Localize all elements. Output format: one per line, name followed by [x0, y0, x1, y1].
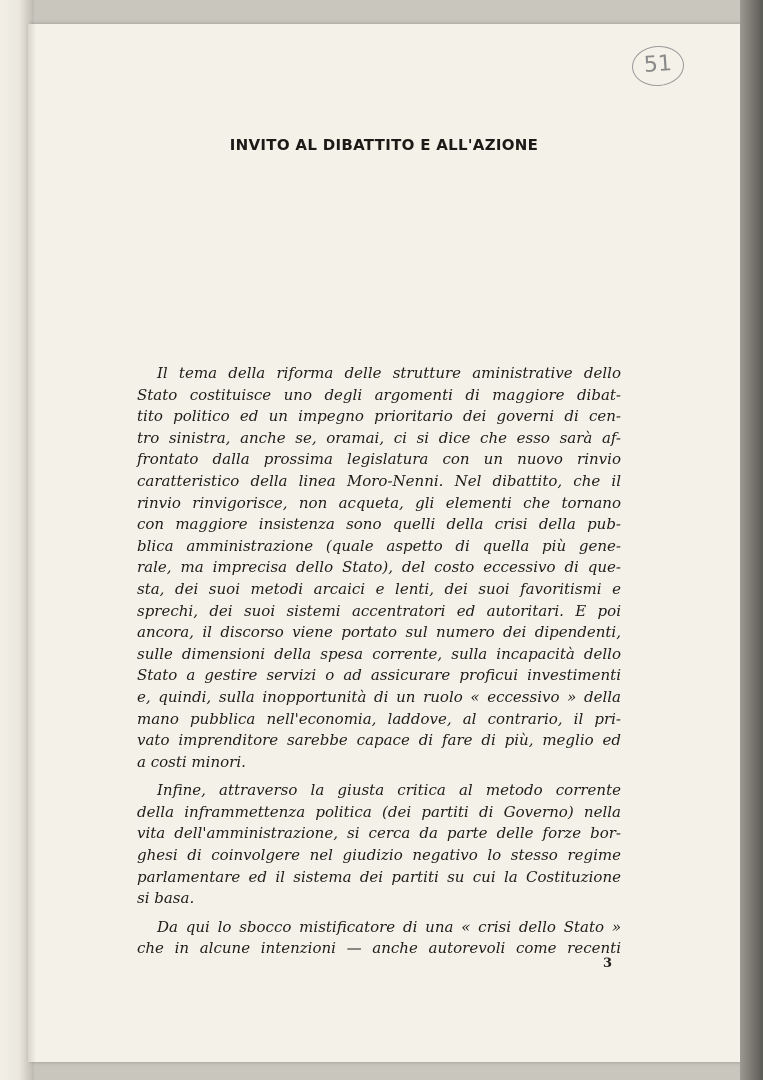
text-line: Da qui lo sbocco mistificatore di una « crisi dello Stato »: [157, 917, 621, 936]
body-text: [137, 363, 621, 967]
text-line: rinvio rinvigorisce, non acqueta, gli elementi che tornano: [137, 493, 621, 512]
text-line: con maggiore insistenza sono quelli della crisi della pub-: [137, 515, 621, 534]
text-line: blica amministrazione (quale aspetto di quella più gene-: [137, 536, 621, 555]
text-line: vita dell'amministrazione, si cerca da parte delle forze bor-: [137, 824, 621, 843]
text-line: Il tema della riforma delle strutture aministrative dello: [157, 364, 621, 382]
text-line: Infine, attraverso la giusta critica al metodo corrente: [157, 781, 621, 800]
text-line: Stato costituisce uno degli argomenti di maggiore dibat-: [137, 385, 621, 404]
text-line: sulle dimensioni della spesa corrente, sulla incapacità dello: [137, 644, 621, 663]
text-line: a costi minori.: [137, 752, 246, 771]
text-line: tito politico ed un impegno prioritario dei governi di cen-: [137, 407, 621, 426]
paragraph-3: [137, 917, 621, 960]
text-line: rale, ma imprecisa dello Stato), del costo eccessivo di que-: [137, 558, 621, 577]
text-line: e, quindi, sulla inopportunità di un ruolo « eccessivo » della: [137, 687, 621, 706]
text-line: si basa.: [137, 889, 195, 908]
page-title: INVITO AL DIBATTITO E ALL'AZIONE: [229, 136, 539, 154]
text-line: ancora, il discorso viene portato sul numero dei dipendenti,: [137, 623, 621, 642]
text-line: caratteristico della linea Moro-Nenni. Nel dibattito, che il: [137, 471, 621, 490]
archive-stamp: 51: [631, 44, 686, 88]
text-line: parlamentare ed il sistema dei partiti su cui la Costituzione: [137, 867, 621, 886]
document-page: [28, 24, 740, 1062]
text-line: sprechi, dei suoi sistemi accentratori ed autoritari. E poi: [137, 601, 621, 620]
text-line: della inframmettenza politica (dei partiti di Governo) nella: [137, 802, 621, 821]
paragraph-1: [137, 363, 621, 773]
page-spine-shadow: [28, 24, 36, 1062]
text-line: ghesi di coinvolgere nel giudizio negativo lo stesso regime: [137, 846, 621, 865]
text-line: tro sinistra, anche se, oramai, ci si dice che esso sarà af-: [137, 428, 621, 447]
paragraph-2: [137, 780, 621, 910]
text-line: vato imprenditore sarebbe capace di fare di più, meglio ed: [137, 731, 621, 750]
text-line: Stato a gestire servizi o ad assicurare proficui investimenti: [137, 666, 621, 685]
text-line: mano pubblica nell'economia, laddove, al contrario, il pri-: [137, 709, 621, 728]
text-line: frontato dalla prossima legislatura con un nuovo rinvio: [137, 450, 621, 469]
scan-background-edge: [740, 0, 763, 1080]
text-line: sta, dei suoi metodi arcaici e lenti, dei suoi favoritismi e: [137, 579, 621, 598]
page-number: 3: [603, 956, 613, 971]
text-line: che in alcune intenzioni — anche autorevoli come recenti: [137, 939, 621, 958]
